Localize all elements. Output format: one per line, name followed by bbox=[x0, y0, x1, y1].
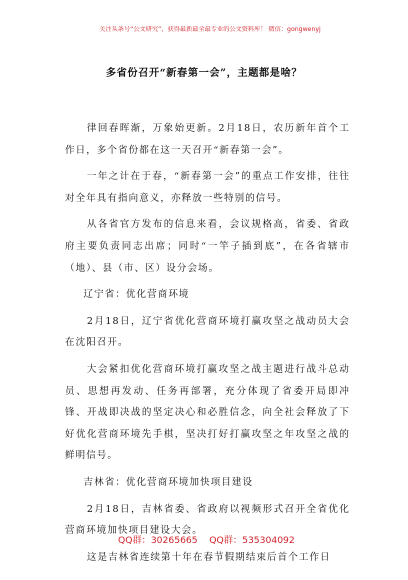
paragraph: 大会紧扣优化营商环境打赢攻坚之战主题进行战斗总动员、思想再发动、任务再部署，充分体现了省委开局即冲锋、开战即决战的坚定决心和必胜信念，向全社会释放了下好优化营商环境先手棋，坚决打好打赢攻坚之年攻坚之战的鲜明信号。 bbox=[65, 363, 350, 462]
paragraph: 律回春晖渐，万象始更新。2月18日，农历新年首个工作日，多个省份都在这一天召开“新春第一会”。 bbox=[65, 123, 350, 156]
section-heading-jilin: 吉林省：优化营商环境加快项目建设 bbox=[83, 476, 254, 488]
paragraph: 一年之计在于春，“新春第一会”的重点工作安排，往往对全年具有指向意义，亦释放一些特别的信号。 bbox=[65, 171, 350, 204]
paragraph: 2月18日，辽宁省优化营商环境打赢攻坚之战动员大会在沈阳召开。 bbox=[65, 315, 350, 349]
paragraph: 2月18日，吉林省委、省政府以视频形式召开全省优化营商环境加快项目建设大会。 bbox=[65, 503, 350, 537]
footer-qq-groups: QQ群：30265665 QQ群：535304092 bbox=[118, 535, 295, 546]
paragraph: 这是吉林省连续第十年在春节假期结束后首个工作日 bbox=[86, 551, 331, 563]
article-title: 多省份召开“新春第一会”，主题都是啥？ bbox=[105, 67, 303, 79]
header-banner: 关注头条号“公文研究”，获得最新最全最专业的公文资料库！ 微信：gongwenyj bbox=[99, 26, 321, 33]
section-heading-liaoning: 辽宁省：优化营商环境 bbox=[83, 289, 190, 301]
article-body bbox=[65, 118, 350, 573]
paragraph: 从各省官方发布的信息来看，会议规格高，省委、省政府主要负责同志出席；同时“一竿子插到底”，在各省辖市（地）、县（市、区）设分会场。 bbox=[65, 219, 350, 274]
